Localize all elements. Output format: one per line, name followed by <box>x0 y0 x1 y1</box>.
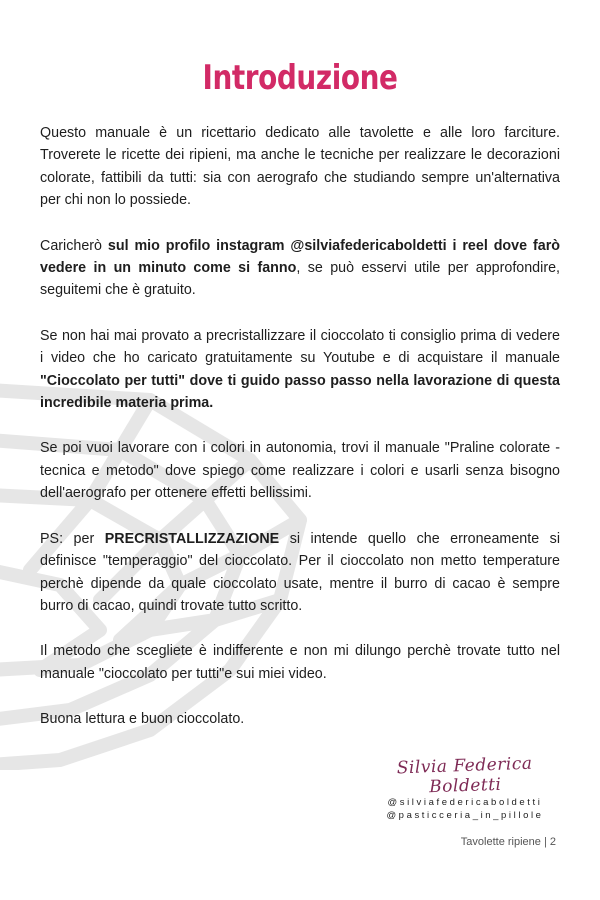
paragraph-colors: Se poi vuoi lavorare con i colori in autonomia, trovi il manuale "Praline colorate - tecnica e metodo" dove spiego come realizzare i colori e usarli senza bisogno dell'aerografo per ottenere effetti bellissimi. <box>40 440 560 502</box>
paragraph-precristallizzare: Se non hai mai provato a precristallizzare il cioccolato ti consiglio prima di vedere i video che ho caricato gratuitamente su Youtube e di acquistare il manuale "Cioccolato per tutti" dove ti guido passo passo nella lavorazione di questa incredibile materia prima. <box>40 327 560 412</box>
page-footer: Tavolette ripiene | 2 <box>460 836 556 848</box>
paragraph-ps: PS: per PRECRISTALLIZZAZIONE si intende quello che erroneamente si definisce "temperaggio" del cioccolato. Per il cioccolato non metto temperature perchè dipende da quale cioccolato usate, mentre il burro di cacao è sempre burro di cacao, quindi trovate tutto scritto. <box>40 530 560 614</box>
precristallizzazione-term: PRECRISTALLIZZAZIONE <box>104 530 280 547</box>
paragraph-instagram: Caricherò sul mio profilo instagram @silviafedericaboldetti i reel dove farò vedere in un minuto come si fanno, se può esservi utile per approfondire, seguitemi che è gratuito. <box>40 237 560 299</box>
instagram-handle-secondary: @pasticceria_in_pillole <box>386 810 544 821</box>
signature: Silvia Federica Boldetti <box>396 753 533 798</box>
paragraph-intro: Questo manuale è un ricettario dedicato alle tavolette e alle loro farciture. Troverete le ricette dei ripieni, ma anche le tecniche per realizzare le decorazioni colorate, fattibili da tutti: sia con aerografo che studiando sempre un'alternativa per chi non lo possiede. <box>40 125 560 209</box>
paragraph-closing: Buona lettura e buon cioccolato. <box>40 711 245 728</box>
manual-highlight: "Cioccolato per tutti" dove ti guido passo passo nella lavorazione di questa incredibile materia prima. <box>40 372 560 412</box>
signature-block <box>360 753 570 822</box>
page-title: Introduzione <box>202 58 398 98</box>
paragraph-method: Il metodo che scegliete è indifferente e non mi dilungo perchè trovate tutto nel manuale "cioccolato per tutti"e sui miei video. <box>40 643 560 682</box>
instagram-highlight: sul mio profilo instagram @silviafedericaboldetti i reel dove farò vedere in un minuto come si fanno <box>40 237 560 277</box>
body-text <box>40 122 560 754</box>
instagram-handle: @silviafedericaboldetti <box>387 797 543 808</box>
